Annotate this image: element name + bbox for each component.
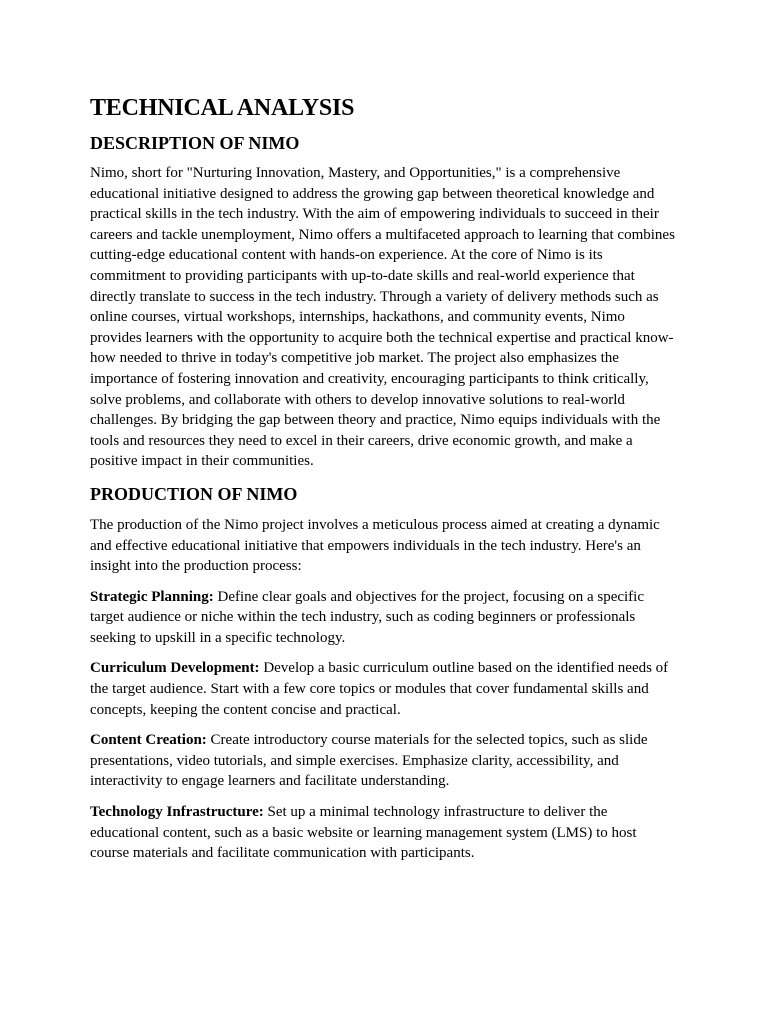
item-text: Set up a minimal technology infrastructure to deliver the educational content, such as a basic website or learning management system (LMS) to host course materials and facilitate communication with participants. — [90, 804, 637, 862]
description-paragraph: Nimo, short for "Nurturing Innovation, Mastery, and Opportunities," is a comprehensive educational initiative designed to address the growing gap between theoretical knowledge and practical skills in the tech industry. With the aim of empowering individuals to succeed in their careers and tackle unemployment, Nimo offers a multifaceted approach to learning that combines cutting-edge educational content with hands-on experience. At the core of Nimo is its commitment to providing participants with up-to-date skills and real-world experience that directly translate to success in the tech industry. Through a variety of delivery methods such as online courses, virtual workshops, internships, hackathons, and community events, Nimo provides learners with the opportunity to acquire both the technical expertise and practical know-how needed to thrive in today's competitive job market. The project also emphasizes the importance of fostering innovation and creativity, encouraging participants to think critically, solve problems, and collaborate with others to develop innovative solutions to real-world challenges. By bridging the gap between theory and practice, Nimo equips individuals with the tools and resources they need to excel in their careers, drive economic growth, and make a positive impact in their communities. — [90, 165, 675, 470]
production-item-technology-infrastructure — [90, 802, 678, 864]
item-label: Strategic Planning: — [90, 588, 214, 605]
document-title: TECHNICAL ANALYSIS — [90, 95, 355, 121]
production-intro-paragraph: The production of the Nimo project involves a meticulous process aimed at creating a dynamic and effective educational initiative that empowers individuals in the tech industry. Here's an insight into the production process: — [90, 516, 660, 575]
production-item-strategic-planning — [90, 587, 678, 649]
section-heading-production: PRODUCTION OF NIMO — [90, 483, 298, 504]
production-item-content-creation — [90, 730, 678, 792]
item-text: Define clear goals and objectives for the project, focusing on a specific target audience or niche within the tech industry, such as coding beginners or professionals seeking to upskill in a specific technology. — [90, 588, 644, 646]
item-label: Technology Infrastructure: — [90, 804, 264, 821]
item-text: Develop a basic curriculum outline based on the identified needs of the target audience. Start with a few core topics or modules that cover fundamental skills and concepts, keeping the content concise and practical. — [90, 660, 669, 718]
item-text: Create introductory course materials for the selected topics, such as slide presentations, video tutorials, and simple exercises. Emphasize clarity, accessibility, and interactivity to engage learners and facilitate understanding. — [90, 732, 648, 790]
item-label: Content Creation: — [90, 732, 207, 749]
section-description — [90, 131, 678, 472]
section-heading-description: DESCRIPTION OF NIMO — [90, 133, 300, 153]
item-label: Curriculum Development: — [90, 660, 260, 677]
production-item-curriculum-development — [90, 658, 678, 720]
section-production — [90, 482, 678, 864]
